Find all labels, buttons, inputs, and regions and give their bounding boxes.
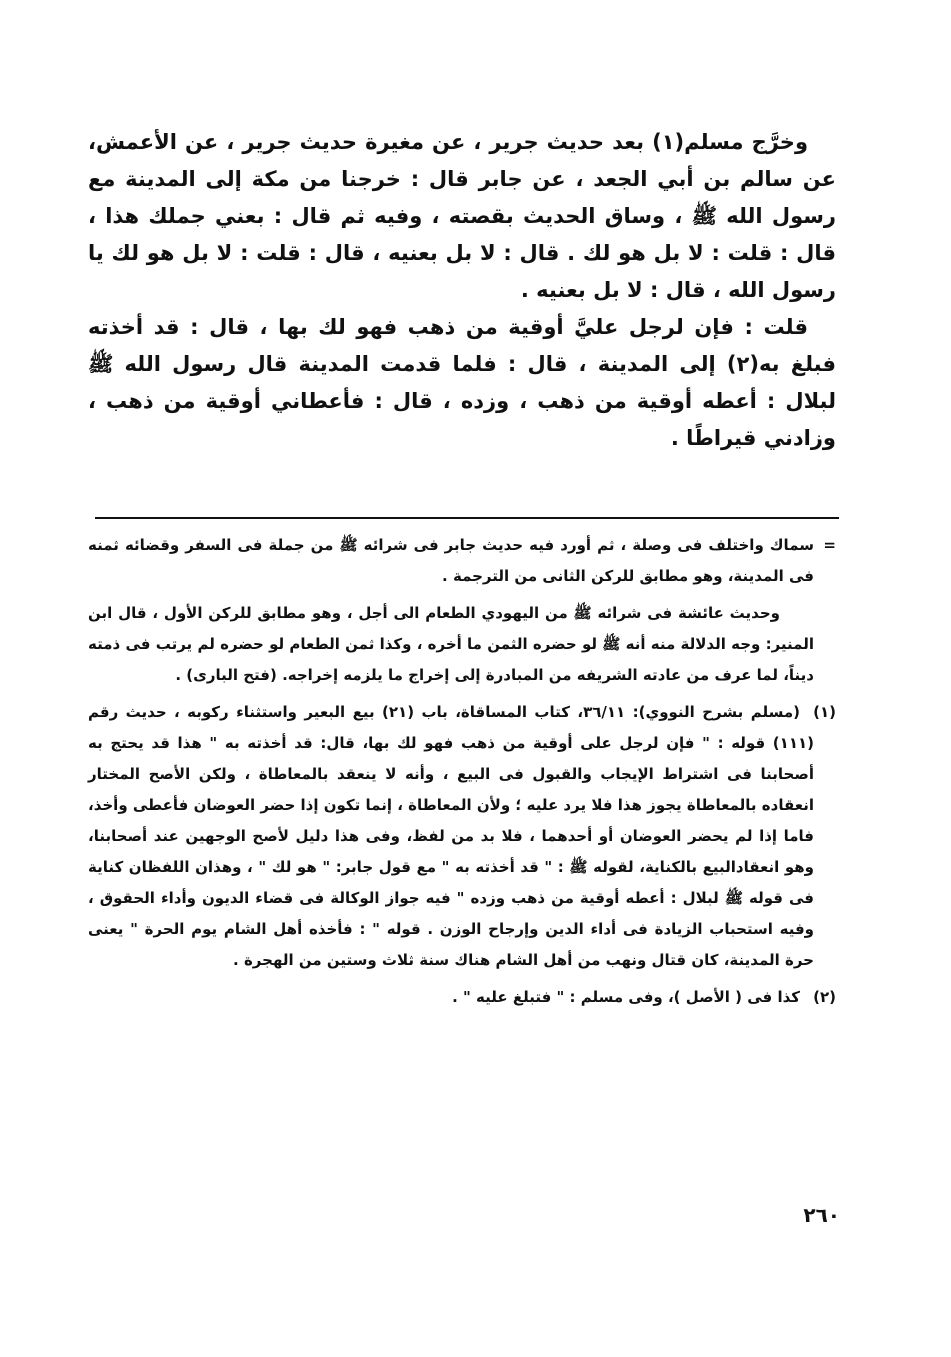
footnote-1-marker: (١) bbox=[813, 703, 836, 721]
footnote-1-text: (مسلم بشرح النووي): ٣٦/١١، كتاب المساقاة، باب (٢١) بيع البعير واستثناء ركوبه ، حديث رقم (١١١) قوله : " فإن لرجل على أوقية من ذهب فهو لك بها، قال: قد أخذته به " هذا قد يحتج به أصحابنا فى اشتراط الإيجاب والقبول فى البيع ، وأنه لا ينعقد بالمعاطاة ، ولكن الأصح المختار انعقاده بالمعاطاة يجوز هذا فلا يرد عليه ؛ ولأن المعاطاة ، إنما تكون إذا حضر العوضان فأعطى وأخذ، فاما إذا لم يحضر العوضان أو أحدهما ، فلا بد من لفظ، وفى هذا دليل لأصح الوجهين عند أصحابنا، وهو انعقادالبيع بالكناية، لقوله ﷺ : " قد أخذته به " مع قول جابر: " هو لك " ، وهذان اللفظان كناية فى قوله ﷺ لبلال : أعطه أوقية من ذهب وزده " فيه جواز الوكالة فى قضاء الديون وأداء الحقوق ، وفيه استحباب الزيادة فى أداء الدين وإرجاح الوزن . قوله " : فأخذه أهل الشام يوم الحرة " يعنى حرة المدينة، كان قتال ونهب من أهل الشام هناك سنة ثلاث وستين من الهجرة . bbox=[88, 703, 814, 969]
footnote-2-text: كذا فى ( الأصل )، وفى مسلم : " فتبلغ عليه " . bbox=[452, 988, 800, 1006]
footnote-aisha-text: وحديث عائشة فى شرائه ﷺ من اليهودي الطعام الى أجل ، وهو مطابق للركن الأول ، قال ابن المنير: وجه الدلالة منه أنه ﷺ لو حضره الثمن ما أخره ، وكذا ثمن الطعام لو حضره لم يرتب فى ذمته ديناً، لما عرف من عادته الشريفه من المبادرة إلى إخراج ما يلزمه إخراجه. (فتح البارى) . bbox=[88, 604, 814, 684]
footnote-2-marker: (٢) bbox=[813, 988, 836, 1006]
footnote-separator bbox=[95, 517, 839, 519]
footnote-continuation-marker: = bbox=[823, 536, 836, 554]
main-paragraph-2: قلت : فإن لرجل عليَّ أوقية من ذهب فهو لك بها ، قال : قد أخذته فبلغ به(٢) إلى المدينة ، قال : فلما قدمت المدينة قال رسول الله ﷺ لبلال : أعطه أوقية من ذهب ، وزده ، قال : فأعطاني أوقية من ذهب ، وزادني قيراطًا . bbox=[88, 315, 836, 450]
footnote-continuation bbox=[88, 530, 836, 592]
footnote-1 bbox=[88, 697, 836, 976]
page-number: ٢٦٠ bbox=[803, 1203, 840, 1227]
footnote-aisha bbox=[88, 598, 836, 691]
main-paragraph-1: وخرَّج مسلم(١) بعد حديث جرير ، عن مغيرة حديث جرير ، عن الأعمش، عن سالم بن أبي الجعد ، عن جابر قال : خرجنا من مكة إلى المدينة مع رسول الله ﷺ ، وساق الحديث بقصته ، وفيه ثم قال : بعني جملك هذا ، قال : قلت : لا بل هو لك . قال : لا بل بعنيه ، قال : قلت : لا بل هو لك يا رسول الله ، قال : لا بل بعنيه . bbox=[88, 130, 836, 302]
main-text bbox=[88, 124, 836, 457]
footnotes bbox=[88, 530, 836, 1019]
footnote-2 bbox=[88, 982, 836, 1013]
footnote-continuation-text: سماك واختلف فى وصلة ، ثم أورد فيه حديث جابر فى شرائه ﷺ من جملة فى السفر وقضائه ثمنه فى المدينة، وهو مطابق للركن الثانى من الترجمة . bbox=[88, 536, 814, 585]
